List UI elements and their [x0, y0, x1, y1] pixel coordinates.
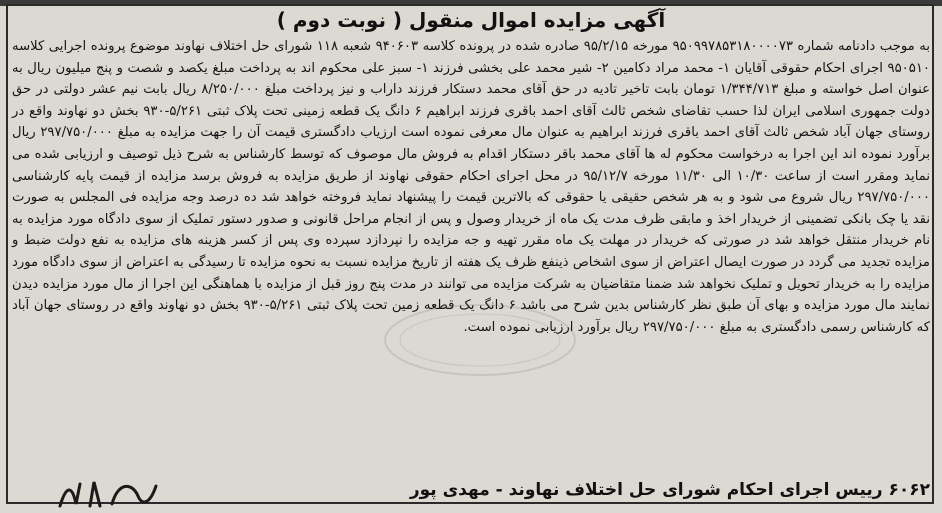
handwritten-mark	[52, 476, 162, 512]
notice-body	[12, 36, 930, 338]
notice-title: آگهی مزایده اموال منقول ( نوبت دوم )	[276, 8, 666, 32]
signature-line: ۶۰۶۲ رییس اجرای احکام شورای حل اختلاف نهاوند - مهدی پور	[409, 480, 930, 500]
stamp-watermark	[380, 300, 580, 380]
notice-paragraph: به موجب دادنامه شماره ۹۵۰۹۹۷۸۵۳۱۸۰۰۰۰۷۳ مورخه ۹۵/۲/۱۵ صادره شده در پرونده کلاسه ۹۴۰۶۰۳ شعبه ۱۱۸ شورای حل اختلاف نهاوند موضوع پرونده اجرایی کلاسه ۹۵۰۵۱۰ اجرای احکام حقوقی آقایان ۱- محمد مراد دکامین ۲- شیر محمد علی بخشی فرزند ۱- سبز علی محکوم اند به پرداخت مبلغ یکصد و شصت و پنج میلیون ریال به عنوان اصل خواسته و مبلغ ۱/۳۴۴/۷۱۳ تومان بابت تاخیر تادیه در حق آقای محمد دستکار فرزند داراب و نیز پرداخت مبلغ ۸/۲۵۰/۰۰۰ ریال بابت نیم عشر دولتی در حق دولت جمهوری اسلامی ایران لذا حسب تقاضای شخص ثالث آقای احمد باقری فرزند ابراهیم ۶ دانگ یک قطعه زمینی تحت پلاک ثبتی ۵/۲۶۱-۹۳۰ بخش دو نهاوند واقع در روستای جهان آباد شخص ثالث آقای احمد باقری فرزند ابراهیم به عنوان مال معرفی نموده است ارزیاب دادگستری قیمت آن را جهت مزایده به مبلغ ۲۹۷/۷۵۰/۰۰۰ ریال برآورد نموده اند این اجرا به درخواست محکوم له ها آقای محمد باقر دستکار اقدام به فروش مال موصوف که توسط کارشناس به شرح ذیل توصیف و ارزیابی شده می نماید ومقرر است از ساعت ۱۰/۳۰ الی ۱۱/۳۰ مورخه ۹۵/۱۲/۷ در محل اجرای احکام حقوقی نهاوند از طریق مزایده به فروش برسد مزایده از قیمت پایه کارشناسی ۲۹۷/۷۵۰/۰۰۰ ریال شروع می شود و به هر شخص حقیقی یا حقوقی که بالاترین قیمت را پیشنهاد نماید فروخته خواهد شد ده درصد وجه مزایده فی المجلس به صورت نقد یا چک بانکی تضمینی از خریدار اخذ و مابقی ظرف مدت یک ماه از خریدار وصول و پس از انجام مراحل قانونی و صدور دستور تملیک از سوی دادگاه مورد مزایده به نام خریدار منتقل خواهد شد در صورتی که خریدار در مهلت یک ماه مقرر تهیه و جه مزایده را نپردازد سپرده وی پس از کسر هزینه های مزایده به نفع دولت ضبط و مزایده تجدید می گردد در صورت ایصال اعتراض از سوی اشخاص ذینفع ظرف یک هفته از تاریخ مزایده نسبت به نحوه مزایده تا رسیدگی به اعتراض از سوی دادگاه مورد مزایده را به خریدار تحویل و تملیک نخواهد شد ضمنا متقاضیان به شرکت مزایده می توانند در مدت پنج روز قبل از مزایده با هماهنگی این اجرا از مال مورد مزایده دیدن نمایند مال مورد مزایده و بهای آن طبق نظر کارشناس بدین شرح می باشد ۶ دانگ یک قطعه زمین تحت پلاک ثبتی ۵/۲۶۱-۹۳۰ بخش دو نهاوند واقع در روستای جهان آباد که کارشناس رسمی دادگستری به مبلغ ۲۹۷/۷۵۰/۰۰۰ ریال برآورد ارزیابی نموده است.	[12, 39, 931, 335]
